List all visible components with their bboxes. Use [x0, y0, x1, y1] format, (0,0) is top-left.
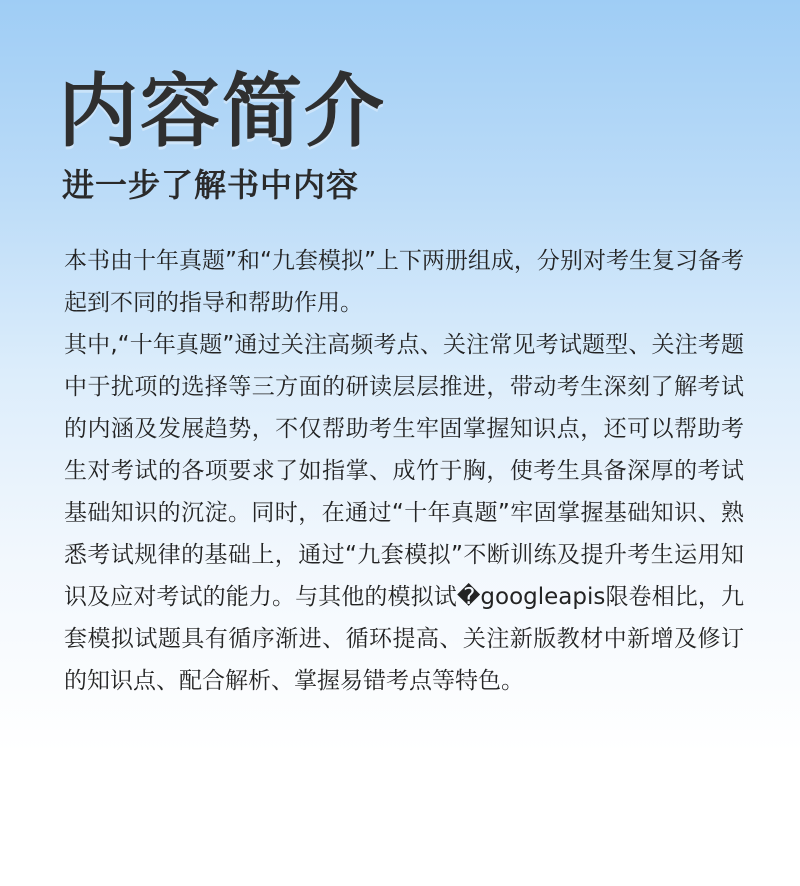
intro-paragraph-1: 本书由十年真题”和“九套模拟”上下两册组成，分别对考生复习备考起到不同的指导和帮助作用。: [64, 248, 744, 316]
intro-paragraph-2: 其中,“十年真题”通过关注高频考点、关注常见考试题型、关注考题中于扰项的选择等三方面的研读层层推进，带动考生深刻了解考试的内涵及发展趋势，不仅帮助考生牢固掌握知识点，还可以帮助考生对考试的各项要求了如指掌、成竹于胸，使考生具备深厚的考试基础知识的沉淀。同时，在通过“十年真题”牢固掌握基础知识、熟悉考试规律的基础上，通过“九套模拟”不断训练及提升考生运用知识及应对考试的能力。与其他的模拟试�googleapis限卷相比，九套模拟试题具有循序渐进、循环提高、关注新版教材中新增及修订的知识点、配合解析、掌握易错考点等特色。: [64, 332, 744, 694]
page-title: 内容简介: [58, 65, 386, 158]
page-subtitle: 进一步了解书中内容: [62, 166, 360, 204]
intro-body: [64, 240, 744, 702]
